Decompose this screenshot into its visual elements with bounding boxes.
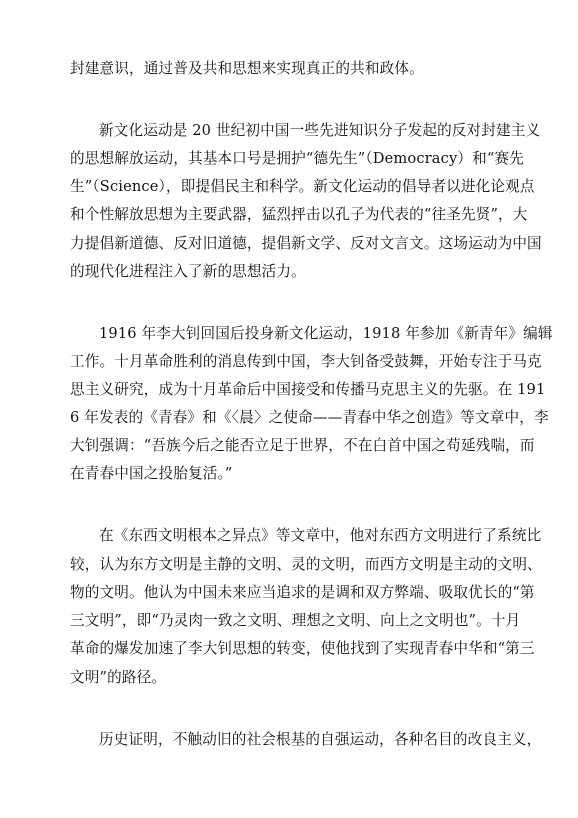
paragraph-2-line-1: 新文化运动是 20 世纪初中国一些先进知识分子发起的反对封建主义 — [99, 122, 541, 139]
paragraph-2-line-5: 力提倡新道德、反对旧道德，提倡新文学、反对文言文。这场运动为中国 — [70, 235, 542, 252]
paragraph-3-line-5: 大钊强调：“吾族今后之能否立足于世界，不在白首中国之苟延残喘，而 — [70, 437, 535, 454]
paragraph-3-line-1: 1916 年李大钊回国后投身新文化运动，1918 年参加《新青年》编辑 — [99, 325, 553, 342]
paragraph-4-line-6: 文明”的路径。 — [70, 669, 167, 686]
paragraph-2-line-2: 的思想解放运动，其基本口号是拥护“德先生”（Democracy）和“赛先 — [70, 150, 524, 167]
paragraph-4-line-4: 三文明”，即“乃灵肉一致之文明、理想之文明、向上之文明也”。十月 — [70, 612, 521, 629]
paragraph-4-line-5: 革命的爆发加速了李大钊思想的转变，使他找到了实现青春中华和“第三 — [70, 640, 535, 657]
paragraph-2-line-4: 和个性解放思想为主要武器，猛烈抨击以孔子为代表的“往圣先贤”，大 — [70, 206, 528, 223]
paragraph-1-line-1: 封建意识，通过普及共和思想来实现真正的共和政体。 — [70, 60, 424, 77]
paragraph-3-line-6: 在青春中国之投胎复活。” — [70, 465, 233, 482]
paragraph-2-line-3: 生”（Science），即提倡民主和科学。新文化运动的倡导者以进化论观点 — [70, 178, 535, 195]
paragraph-4-line-2: 较，认为东方文明是主静的文明、灵的文明，而西方文明是主动的文明、 — [70, 556, 542, 573]
paragraph-3-line-3: 思主义研究，成为十月革命后中国接受和传播马克思主义的先驱。在 191 — [70, 381, 546, 398]
paragraph-5-line-1: 历史证明，不触动旧的社会根基的自强运动，各种名目的改良主义， — [99, 731, 542, 748]
paragraph-3-line-4: 6 年发表的《青春》和《〈晨〉之使命——青春中华之创造》等文章中，李 — [70, 409, 549, 426]
paragraph-4-line-1: 在《东西文明根本之异点》等文章中，他对东西方文明进行了系统比 — [99, 527, 542, 544]
paragraph-2-line-6: 的现代化进程注入了新的思想活力。 — [70, 263, 306, 280]
paragraph-4-line-3: 物的文明。他认为中国未来应当追求的是调和双方弊端、吸取优长的“第 — [70, 584, 535, 601]
paragraph-3-line-2: 工作。十月革命胜利的消息传到中国，李大钊备受鼓舞，开始专注于马克 — [70, 353, 542, 370]
